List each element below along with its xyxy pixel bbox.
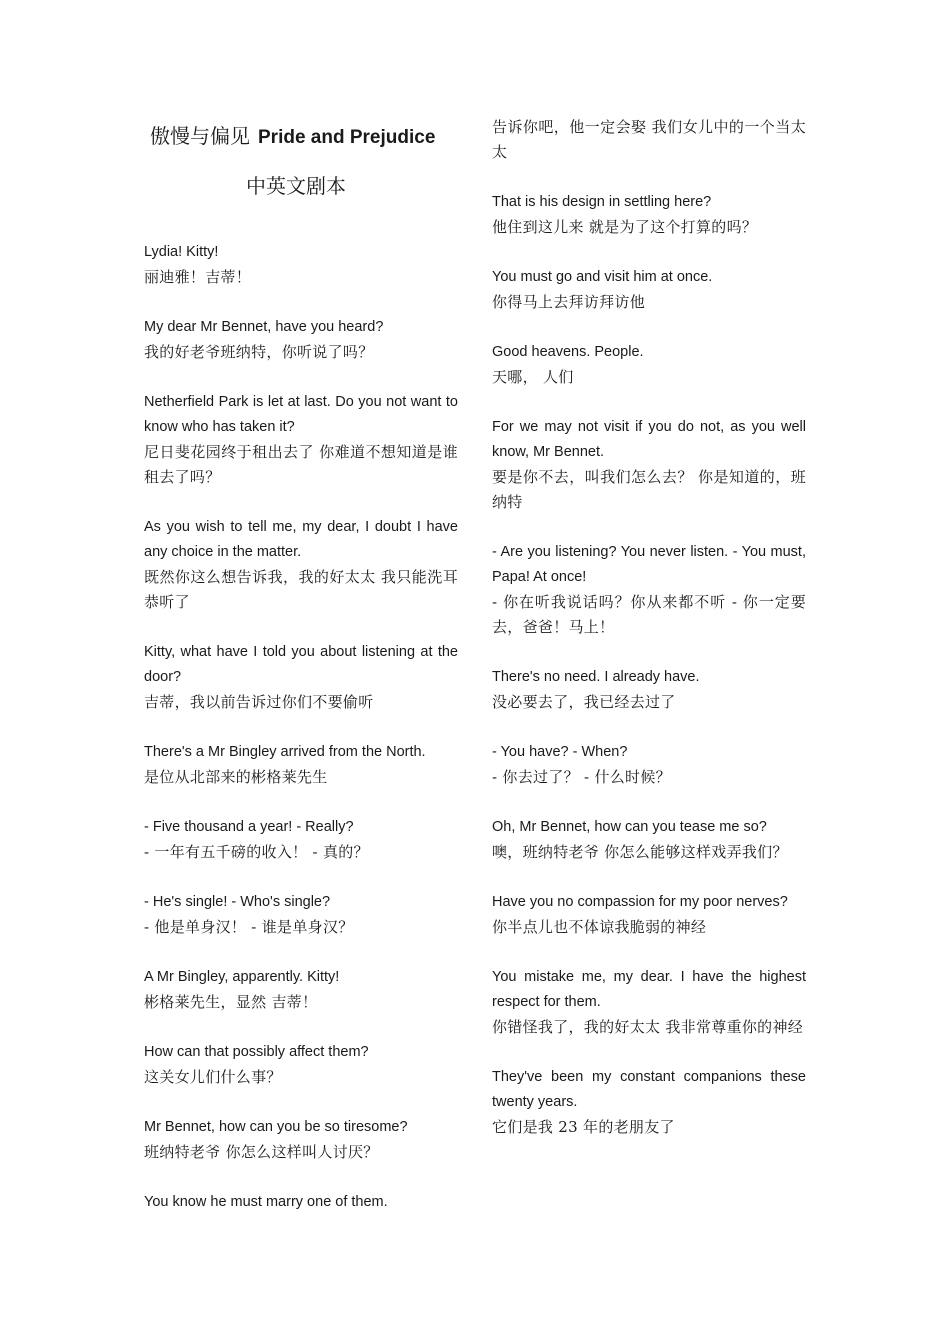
dialogue-block <box>144 965 458 1015</box>
dialogue-block <box>144 515 458 615</box>
dialogue-en: Oh, Mr Bennet, how can you tease me so? <box>492 819 767 835</box>
dialogue-block <box>492 815 806 865</box>
dialogue-block <box>144 815 458 865</box>
dialogue-en: A Mr Bingley, apparently. Kitty! <box>144 969 340 985</box>
dialogue-block <box>492 265 806 315</box>
dialogue-zh: 噢，班纳特老爷 你怎么能够这样戏弄我们？ <box>492 843 788 861</box>
dialogue-block <box>492 415 806 515</box>
dialogue-zh: 吉蒂，我以前告诉过你们不要偷听 <box>144 693 374 711</box>
dialogue-zh: - 一年有五千磅的收入！ - 真的？ <box>144 843 369 861</box>
dialogue-zh: - 他是单身汉！ - 谁是单身汉？ <box>144 918 354 936</box>
dialogue-zh: 天哪， 人们 <box>492 368 574 386</box>
dialogue-zh: 尼日斐花园终于租出去了 你难道不想知道是谁租去了吗？ <box>144 443 458 486</box>
dialogue-block <box>144 240 458 290</box>
dialogue-en: Kitty, what have I told you about listening at the door? <box>144 644 458 685</box>
dialogue-block <box>492 965 806 1040</box>
dialogue-block <box>492 540 806 640</box>
dialogue-zh: 你半点儿也不体谅我脆弱的神经 <box>492 918 707 936</box>
dialogue-zh: 没必要去了，我已经去过了 <box>492 693 676 711</box>
document-title <box>144 118 464 204</box>
dialogue-en: That is his design in settling here? <box>492 194 712 210</box>
dialogue-en: Mr Bennet, how can you be so tiresome? <box>144 1119 408 1135</box>
dialogue-en: - He's single! - Who's single? <box>144 894 331 910</box>
dialogue-block <box>492 890 806 940</box>
dialogue-en: For we may not visit if you do not, as you well know, Mr Bennet. <box>492 419 806 460</box>
dialogue-block <box>144 640 458 715</box>
dialogue-en: - Five thousand a year! - Really? <box>144 819 354 835</box>
dialogue-en: You mistake me, my dear. I have the highest respect for them. <box>492 969 806 1010</box>
dialogue-en: There's a Mr Bingley arrived from the North. <box>144 744 426 760</box>
dialogue-block <box>492 665 806 715</box>
dialogue-zh: 它们是我 23 年的老朋友了 <box>492 1118 675 1136</box>
dialogue-zh: 我的好老爷班纳特，你听说了吗？ <box>144 343 374 361</box>
title-line <box>144 118 464 156</box>
dialogue-zh: 你错怪我了，我的好太太 我非常尊重你的神经 <box>492 1018 804 1036</box>
dialogue-zh: 班纳特老爷 你怎么这样叫人讨厌？ <box>144 1143 379 1161</box>
dialogue-block <box>492 115 806 165</box>
dialogue-en: They've been my constant companions these twenty years. <box>492 1069 806 1110</box>
dialogue-zh: 他住到这儿来 就是为了这个打算的吗？ <box>492 218 758 236</box>
dialogue-zh: 告诉你吧，他一定会娶 我们女儿中的一个当太太 <box>492 118 806 161</box>
dialogue-block <box>144 390 458 490</box>
title-en: Pride and Prejudice <box>258 127 436 148</box>
dialogue-en: - You have? - When? <box>492 744 628 760</box>
dialogue-zh: 彬格莱先生，显然 吉蒂！ <box>144 993 318 1011</box>
dialogue-en: Netherfield Park is let at last. Do you not want to know who has taken it? <box>144 394 458 435</box>
dialogue-en: There's no need. I already have. <box>492 669 700 685</box>
dialogue-block <box>144 1190 458 1215</box>
dialogue-en: Good heavens. People. <box>492 344 644 360</box>
dialogue-en: - Are you listening? You never listen. - You must, Papa! At once! <box>492 544 806 585</box>
title-zh: 傲慢与偏见 <box>150 124 250 148</box>
dialogue-zh: 是位从北部来的彬格莱先生 <box>144 768 328 786</box>
left-column <box>144 240 458 1240</box>
right-column <box>492 115 806 1165</box>
dialogue-block <box>144 1040 458 1090</box>
dialogue-zh: 要是你不去，叫我们怎么去？ 你是知道的，班纳特 <box>492 468 806 511</box>
dialogue-en: Have you no compassion for my poor nerves? <box>492 894 788 910</box>
dialogue-zh: 这关女儿们什么事？ <box>144 1068 282 1086</box>
dialogue-block <box>144 740 458 790</box>
dialogue-block <box>144 1115 458 1165</box>
dialogue-en: My dear Mr Bennet, have you heard? <box>144 319 384 335</box>
dialogue-en: How can that possibly affect them? <box>144 1044 369 1060</box>
dialogue-block <box>492 190 806 240</box>
subtitle: 中英文剧本 <box>246 174 346 198</box>
dialogue-block <box>492 1065 806 1140</box>
dialogue-block <box>492 340 806 390</box>
dialogue-zh: - 你在听我说话吗？你从来都不听 - 你一定要去，爸爸！马上！ <box>492 593 806 636</box>
dialogue-block <box>492 740 806 790</box>
dialogue-block <box>144 315 458 365</box>
dialogue-zh: 丽迪雅！吉蒂！ <box>144 268 252 286</box>
dialogue-zh: 你得马上去拜访拜访他 <box>492 293 646 311</box>
dialogue-en: Lydia! Kitty! <box>144 244 219 260</box>
dialogue-en: You know he must marry one of them. <box>144 1194 388 1210</box>
dialogue-en: You must go and visit him at once. <box>492 269 713 285</box>
dialogue-zh: 既然你这么想告诉我，我的好太太 我只能洗耳恭听了 <box>144 568 458 611</box>
dialogue-zh: - 你去过了？ - 什么时候？ <box>492 768 671 786</box>
dialogue-block <box>144 890 458 940</box>
dialogue-en: As you wish to tell me, my dear, I doubt I have any choice in the matter. <box>144 519 458 560</box>
